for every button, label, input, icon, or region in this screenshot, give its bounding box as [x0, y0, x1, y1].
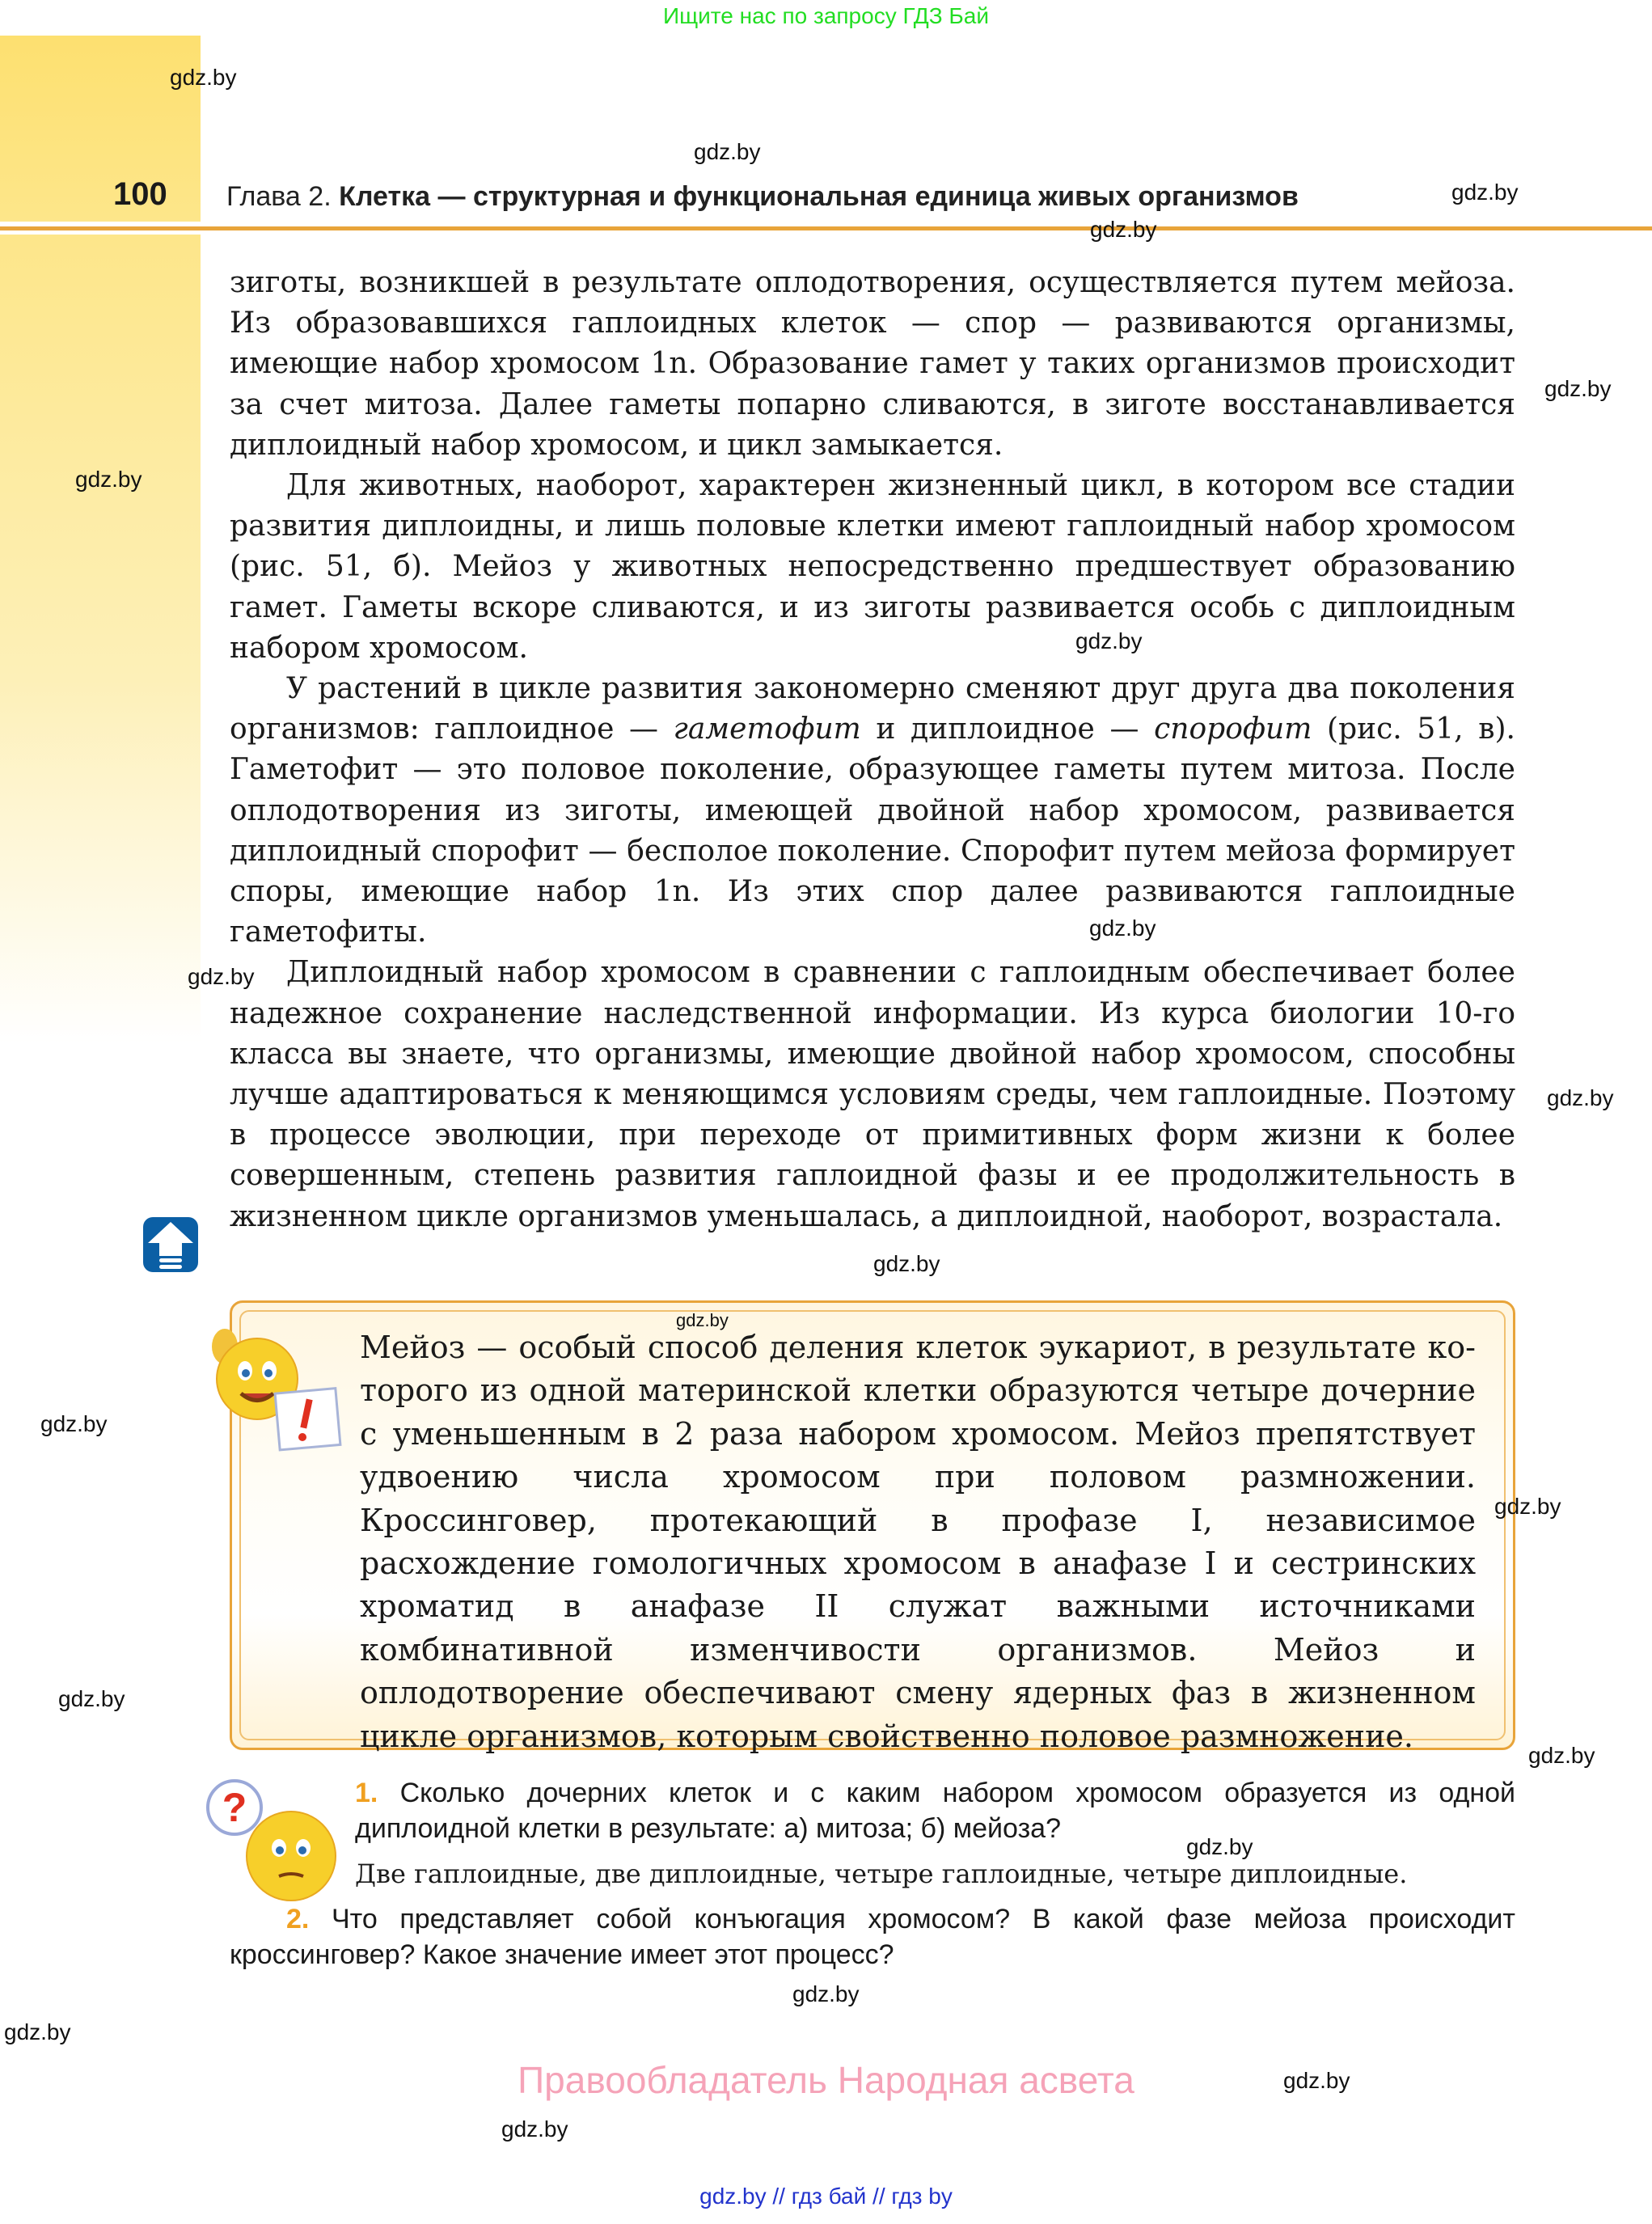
question-number: 2. — [286, 1904, 310, 1934]
paragraph-1: зиготы, возникшей в результате оплодотворения, осуществляется путем мейоза. Из образовавшихся гаплоидных клеток — спор — развиваются организмы, имеющие набор хромосом 1n. Образование гамет у таких организмов происходит за счет митоза. Далее гаметы попарно сливаются, в зиготе восстанавливается диплоидный набор хромосом, и цикл замыкается. — [230, 266, 1515, 462]
watermark: gdz.by — [694, 139, 761, 164]
watermark: gdz.by — [4, 2019, 71, 2044]
watermark: gdz.by — [501, 2116, 568, 2142]
bottom-links[interactable]: gdz.by // гдз бай // гдз by — [699, 2184, 953, 2209]
copyright-footer: Правообладатель Народная асвета — [518, 2059, 1134, 2101]
svg-text:?: ? — [222, 1785, 247, 1830]
watermark: gdz.by — [1186, 1834, 1253, 1859]
questions-section — [230, 1775, 1515, 1972]
top-banner[interactable]: Ищите нас по запросу ГДЗ Бай — [662, 3, 990, 28]
watermark: gdz.by — [1451, 180, 1519, 205]
chapter-title: Клетка — структурная и функциональная единица живых организмов — [339, 181, 1299, 212]
question-1 — [230, 1775, 1515, 1846]
body-text — [230, 263, 1515, 1237]
watermark: gdz.by — [1075, 628, 1143, 653]
watermark: gdz.by — [873, 1251, 940, 1276]
question-text: Что представляет собой конъюгация хромосом? В какой фазе мейоза происходит кроссинговер? Какое значение имеет этот процесс? — [230, 1904, 1515, 1970]
term-gametophyte: гаметофит — [673, 712, 861, 746]
paragraph-3 — [230, 669, 1515, 953]
watermark: gdz.by — [792, 1981, 860, 2006]
header-divider — [0, 226, 1652, 230]
watermark: gdz.by — [1283, 2068, 1350, 2093]
smiley-exclamation-icon — [201, 1314, 354, 1452]
chapter-prefix: Глава 2. — [226, 181, 332, 212]
arrow-up-icon — [142, 1216, 200, 1274]
watermark: gdz.by — [40, 1411, 108, 1436]
page-number: 100 — [113, 176, 167, 212]
chapter-header — [226, 181, 1299, 213]
term-sporophyte: спорофит — [1154, 712, 1312, 746]
watermark: gdz.by — [188, 964, 255, 989]
watermark: gdz.by — [1494, 1494, 1561, 1519]
summary-text — [267, 1326, 1476, 1758]
watermark: gdz.by — [58, 1686, 125, 1711]
question-number: 1. — [355, 1778, 378, 1808]
answer-options: Две гаплоидные, две диплоидные, четыре гаплоидные, четыре диплоидные. — [355, 1858, 1408, 1889]
watermark: gdz.by — [1544, 376, 1612, 401]
watermark: gdz.by — [1528, 1743, 1595, 1768]
watermark: gdz.by — [1547, 1085, 1614, 1110]
watermark: gdz.by — [1089, 915, 1156, 941]
summary-paragraph: Мейоз — особый способ деления клеток эукариот, в результате которого из одной материнской клетки образуются четыре дочерние с уменьшенным в 2 раза набором хромосом. Мейоз препятствует удвоению числа хромосом при половом размножении. Кроссинговер, протекающий в профазе I, независимое расхождение гомологичных хромосом в анафазе I и сестринских хроматид в анафазе II служат важными источниками комбинативной изменчивости организмов. Мейоз и оплодотворение обеспечивают смену ядерных фаз в жизненном цикле организмов, которым свойственно половое размножение. — [360, 1330, 1476, 1754]
sidebar-decoration — [0, 36, 201, 222]
paragraph-4: Диплоидный набор хромосом в сравнении с гаплоидным обеспечивает более надежное сохранение наследственной информации. Из курса биологии 10-го класса вы знаете, что организмы, имеющие двойной набор хромосом, способны лучше адаптироваться к меняющимся условиям среды, чем гаплоидные. Поэтому в процессе эволюции, при переходе от примитивных форм жизни к более совершенным, степень развития гаплоидной фазы и ее продолжительность в жизненном цикле организмов уменьшалась, а диплоидной, наоборот, возрастала. — [230, 956, 1515, 1233]
paragraph-2: Для животных, наоборот, характерен жизненный цикл, в котором все стадии развития диплоидны, и лишь половые клетки имеют гаплоидный набор хромосом (рис. 51, б). Мейоз у животных непосредственно предшествует образованию гамет. Гаметы вскоре сливаются, и из зиготы развивается особь с диплоидным набором хромосом. — [230, 469, 1515, 665]
watermark: gdz.by — [676, 1310, 729, 1330]
paragraph-3-part-b: и диплоидное — — [860, 712, 1155, 746]
question-text: Сколько дочерних клеток и с каким набором хромосом образуется из одной диплоидной клетки в результате: а) митоза; б) мейоза? — [355, 1778, 1515, 1844]
question-2 — [230, 1901, 1515, 1972]
watermark: gdz.by — [75, 467, 142, 492]
watermark: gdz.by — [170, 65, 237, 90]
watermark: gdz.by — [1090, 217, 1157, 242]
paragraph-3-part-c: (рис. 51, в). Гаметофит — это половое поколение, образующее гаметы путем митоза. После оплодотворения из зиготы, имеющей двойной набор хромосом, развивается диплоидный спорофит — бесполое поколение. Спорофит путем мейоза формирует споры, имеющие набор 1n. Из этих спор далее развиваются гаплоидные гаметофиты. — [230, 712, 1515, 949]
paragraph-3-part-a: У растений в цикле развития закономерно сменяют друг друга два поколения организмов: гаплоидное — — [230, 672, 1515, 746]
sidebar-decoration-gradient — [0, 235, 201, 1043]
